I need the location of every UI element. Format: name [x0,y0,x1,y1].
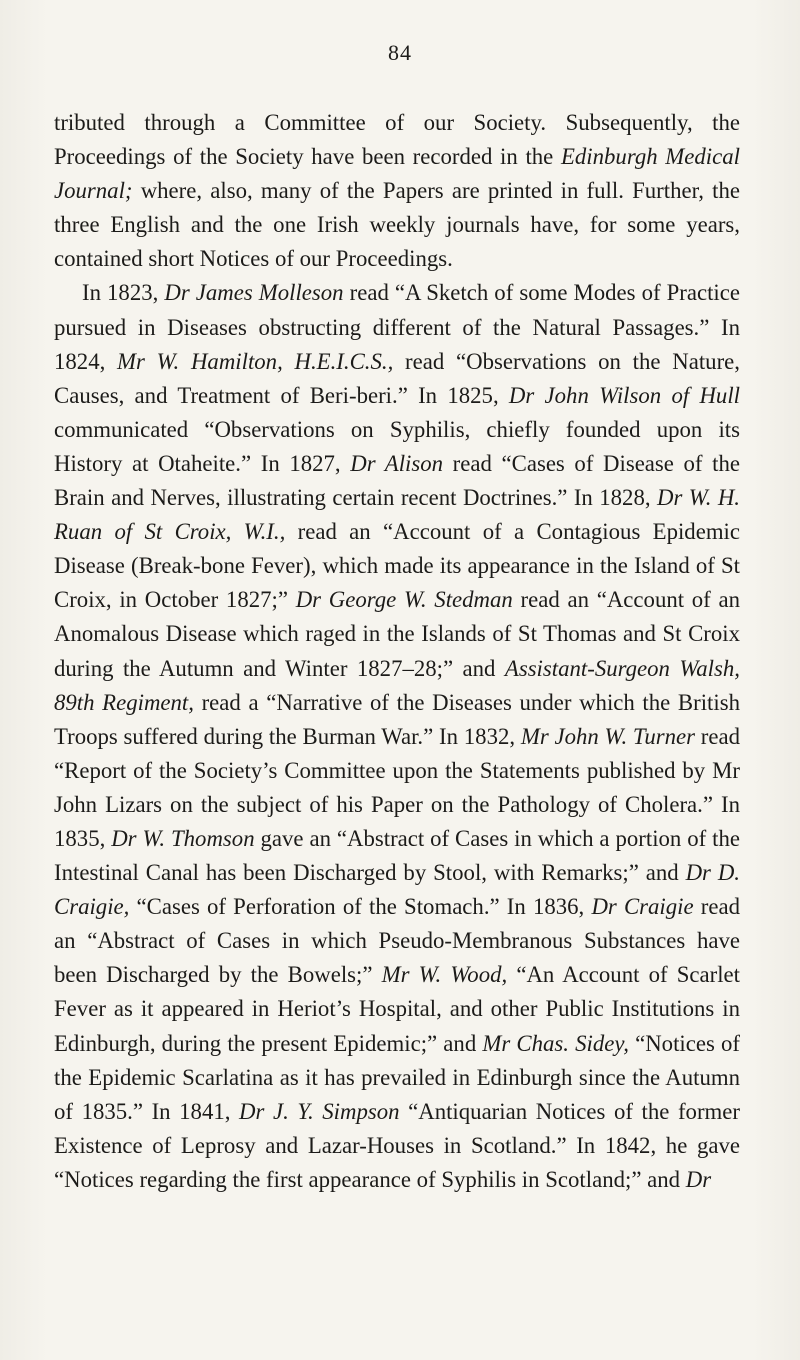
italic-name: Mr W. Wood, [381,962,508,988]
body-text [54,106,740,1197]
italic-name: Dr George W. Stedman [295,587,513,613]
text-run: read an “Account of an Anomalous Disease which raged in the Islands of St Thomas and St Croix during the Autumn and Winter 1827–28;” and [54,587,741,681]
paragraph-p2 [54,276,740,1197]
italic-name: Dr D. Craigie, [54,860,740,920]
italic-name: Mr Chas. Sidey, [482,1030,629,1056]
italic-name: Dr W. H. Ruan of St Croix, W.I., [54,485,740,545]
text-run: In 1823, [82,280,165,306]
italic-name: Mr W. Hamilton, H.E.I.C.S., [117,348,394,374]
italic-name: Mr John W. Turner [520,723,695,749]
italic-name: Dr Alison [350,450,444,476]
text-run: read an “Account of a Contagious Epidemic Disease (Break-bone Fever), which made its appearance in the Island of St Croix, in October 1827;” [54,519,741,613]
text-run: where, also, many of the Papers are printed in full. Further, the three English and the one Irish weekly journals have, for some years, contained short Notices of our Proceedings. [54,178,740,272]
paragraph-p1 [54,106,740,276]
text-run: “An Account of Scarlet Fever as it appeared in Heriot’s Hospital, and other Public Institutions in Edinburgh, during the present Epidemic;” and [54,962,741,1056]
text-run: “Antiquarian Notices of the former Existence of Leprosy and Lazar-Houses in Scotland.” In 1842, he gave “Notices regarding the first appearance of Syphilis in Scotland;” and [54,1098,740,1192]
text-run: read “Cases of Disease of the Brain and Nerves, illustrating certain recent Doctrines.” In 1828, [54,450,740,511]
text-run: “Notices of the Epidemic Scarlatina as it has prevailed in Edinburgh since the Autumn of 1835.” In 1841, [54,1030,740,1124]
italic-name: Dr James Molleson [164,280,344,306]
italic-name: Dr Craigie [591,894,694,920]
page-number: 84 [388,40,412,65]
text-run: read “A Sketch of some Modes of Practice pursued in Diseases obstructing different of the Natural Passages.” In 1824, [54,280,741,374]
text-run: read “Observations on the Nature, Causes, and Treatment of Beri-beri.” In 1825, [54,348,740,408]
italic-name: Edinburgh Medical Journal; [54,144,740,204]
italic-name: Dr J. Y. Simpson [239,1098,400,1124]
italic-name: Dr W. Thomson [111,825,255,851]
text-run: read “Report of the Society’s Committee upon the Statements published by Mr John Lizars on the subject of his Paper on the Pathology of Cholera.” In 1835, [54,723,740,851]
text-run: read a “Narrative of the Diseases under which the British Troops suffered during the Burman War.” In 1832, [54,689,740,749]
text-run: tributed through a Committee of our Society. Subsequently, the Proceedings of the Society have been recorded in the [54,110,740,170]
text-run: gave an “Abstract of Cases in which a portion of the Intestinal Canal has been Discharged by Stool, with Remarks;” and [54,825,740,886]
italic-name: Dr [685,1166,712,1192]
text-run: read an “Abstract of Cases in which Pseudo-Membranous Substances have been Discharged by the Bowels;” [54,894,741,988]
italic-name: Dr John Wilson of Hull [508,382,740,408]
italic-name: Assistant-Surgeon Walsh, 89th Regiment, [54,655,740,715]
text-run: communicated “Observations on Syphilis, chiefly founded upon its History at Otaheite.” In 1827, [54,416,740,476]
text-run: “Cases of Perforation of the Stomach.” In 1836, [129,894,592,920]
